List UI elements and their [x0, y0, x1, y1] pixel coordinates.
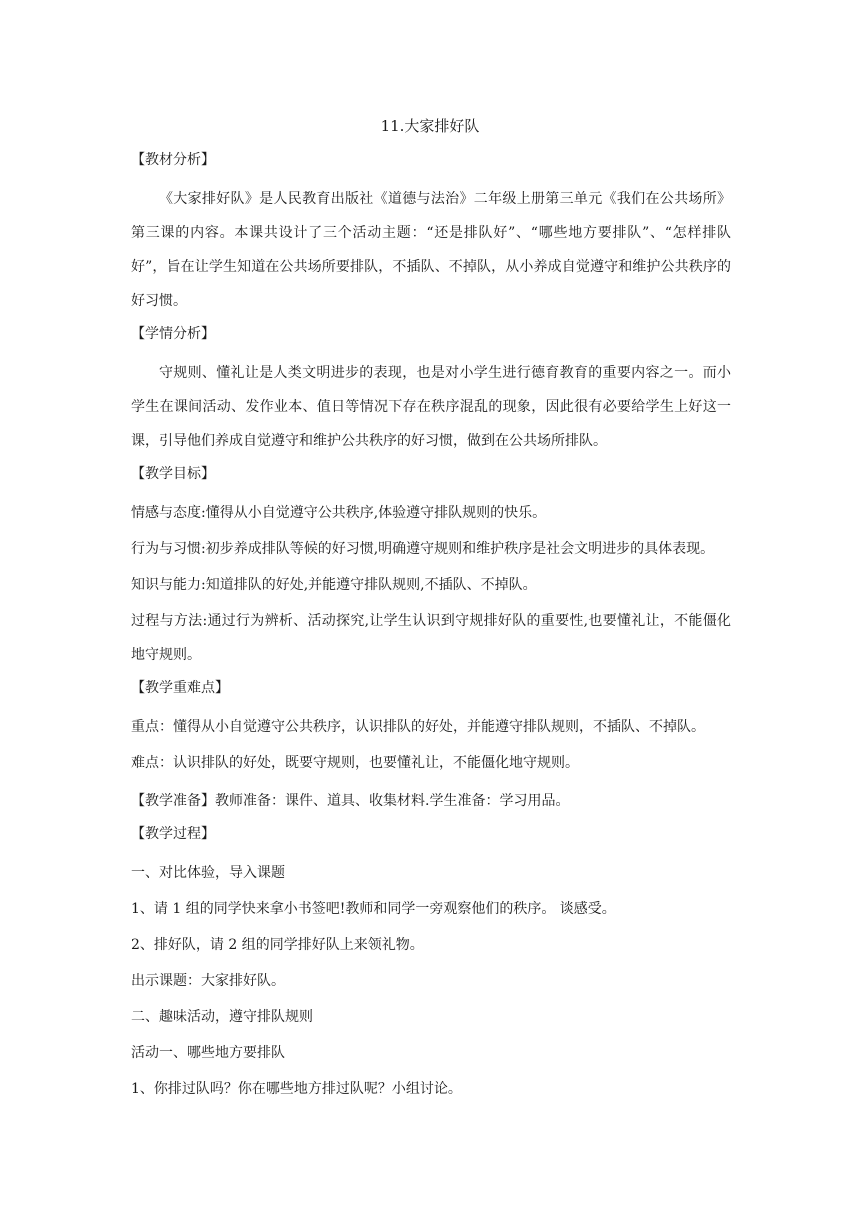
process-item-7: 1、你排过队吗？你在哪些地方排过队呢？小组讨论。	[131, 1081, 462, 1097]
document-body	[131, 148, 731, 1108]
keypoint-item-focus: 重点：懂得从小自觉遵守公共秩序，认识排队的好处，并能遵守排队规则，不插队、不掉队。	[131, 719, 705, 735]
process-item-2: 1、请 1 组的同学快来拿小书签吧!教师和同学一旁观察他们的秩序。 谈感受。	[131, 901, 616, 917]
section-heading-students: 【学情分析】	[131, 326, 215, 342]
process-item-6: 活动一、哪些地方要排队	[131, 1045, 285, 1061]
section-heading-goals: 【教学目标】	[131, 466, 215, 482]
document-title: 11.大家排好队	[380, 117, 480, 135]
preparation-line: 【教学准备】教师准备：课件、道具、收集材料.学生准备：学习用品。	[131, 793, 570, 809]
process-item-4: 出示课题：大家排好队。	[131, 973, 285, 989]
goal-item-process: 过程与方法:通过行为辨析、活动探究,让学生认识到守规排好队的重要性,也要懂礼让，不能僵化地守规则。	[131, 613, 731, 663]
section-heading-material: 【教材分析】	[131, 152, 215, 168]
goal-item-knowledge: 知识与能力:知道排队的好处,并能遵守排队规则,不插队、不掉队。	[131, 577, 537, 593]
process-item-1: 一、对比体验，导入课题	[131, 865, 285, 881]
students-paragraph: 守规则、懂礼让是人类文明进步的表现，也是对小学生进行德育教育的重要内容之一。而小学生在课间活动、发作业本、值日等情况下存在秩序混乱的现象，因此很有必要给学生上好这一课，引导他们养成自觉遵守和维护公共秩序的好习惯，做到在公共场所排队。	[131, 365, 731, 449]
goal-item-emotion: 情感与态度:懂得从小自觉遵守公共秩序,体验遵守排队规则的快乐。	[131, 505, 547, 521]
process-item-3: 2、排好队，请 2 组的同学排好队上来领礼物。	[131, 937, 424, 953]
material-paragraph: 《大家排好队》是人民教育出版社《道德与法治》二年级上册第三单元《我们在公共场所》第三课的内容。本课共设计了三个活动主题：“还是排队好”、“哪些地方要排队”、“怎样排队好”，旨在让学生知道在公共场所要排队，不插队、不掉队，从小养成自觉遵守和维护公共秩序的好习惯。	[131, 191, 731, 309]
goal-item-behavior: 行为与习惯:初步养成排队等候的好习惯,明确遵守规则和维护秩序是社会文明进步的具体表现。	[131, 541, 715, 557]
keypoint-item-difficulty: 难点：认识排队的好处，既要守规则，也要懂礼让，不能僵化地守规则。	[131, 755, 579, 771]
process-item-5: 二、趣味活动，遵守排队规则	[131, 1009, 313, 1025]
section-heading-keypoints: 【教学重难点】	[131, 680, 229, 696]
section-heading-process: 【教学过程】	[131, 826, 215, 842]
